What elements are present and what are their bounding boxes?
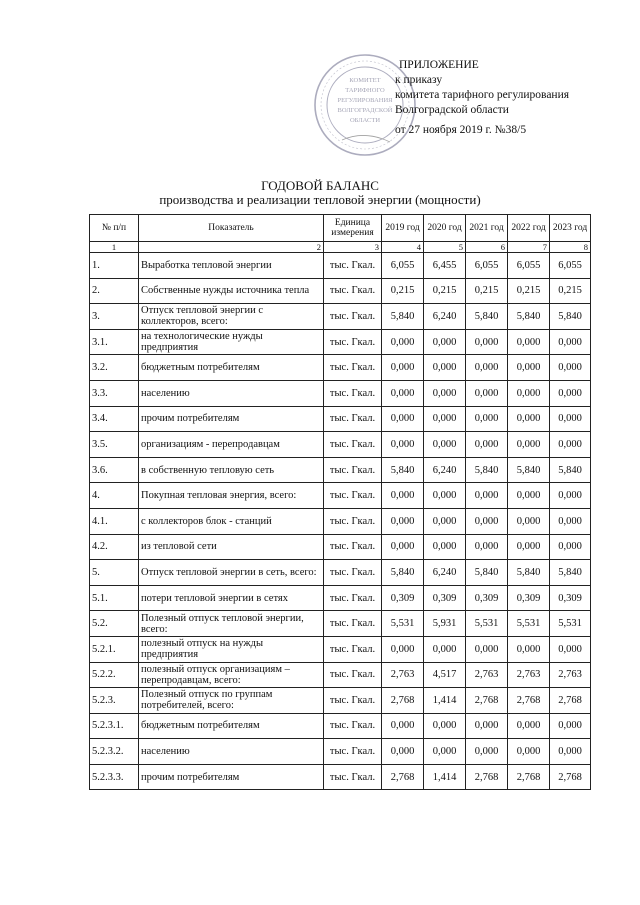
table-row xyxy=(90,406,591,432)
table-row xyxy=(90,508,591,534)
value-2021-cell: 0,309 xyxy=(466,585,508,611)
unit-cell: тыс. Гкал. xyxy=(324,457,382,483)
col-unit-header: Единица измерения xyxy=(324,215,382,242)
value-2022-cell: 5,840 xyxy=(508,560,550,586)
value-2022-cell: 0,000 xyxy=(508,534,550,560)
indicator-cell: потери тепловой энергии в сетях xyxy=(139,585,324,611)
value-2020-cell: 0,000 xyxy=(424,483,466,509)
svg-text:ВОЛГОГРАДСКОЙ: ВОЛГОГРАДСКОЙ xyxy=(337,107,393,114)
value-2023-cell: 0,000 xyxy=(550,406,591,432)
document-subtitle: производства и реализации тепловой энергии (мощности) xyxy=(159,192,481,207)
table-row xyxy=(90,278,591,304)
value-2021-cell: 0,000 xyxy=(466,406,508,432)
svg-text:ОБЛАСТИ: ОБЛАСТИ xyxy=(349,117,381,124)
table-row xyxy=(90,355,591,381)
col-2021-header: 2021 год xyxy=(466,215,508,242)
value-2021-cell: 5,840 xyxy=(466,457,508,483)
row-number-cell: 5.2.3.1. xyxy=(90,713,139,739)
value-2022-cell: 0,000 xyxy=(508,380,550,406)
column-number-cell: 7 xyxy=(508,242,550,253)
value-2023-cell: 0,000 xyxy=(550,739,591,765)
unit-cell: тыс. Гкал. xyxy=(324,713,382,739)
svg-text:РЕГУЛИРОВАНИЯ: РЕГУЛИРОВАНИЯ xyxy=(337,97,393,104)
col-indicator-header: Показатель xyxy=(139,215,324,242)
unit-cell: тыс. Гкал. xyxy=(324,764,382,790)
row-number-cell: 5.2.3.3. xyxy=(90,764,139,790)
row-number-cell: 5.1. xyxy=(90,585,139,611)
document-title: ГОДОВОЙ БАЛАНС xyxy=(261,178,379,193)
indicator-cell: прочим потребителям xyxy=(139,764,324,790)
unit-cell: тыс. Гкал. xyxy=(324,739,382,765)
value-2021-cell: 2,763 xyxy=(466,662,508,688)
value-2023-cell: 0,000 xyxy=(550,380,591,406)
value-2023-cell: 0,000 xyxy=(550,636,591,662)
row-number-cell: 2. xyxy=(90,278,139,304)
unit-cell: тыс. Гкал. xyxy=(324,253,382,279)
indicator-cell: полезный отпуск на нужды предприятия xyxy=(139,636,324,662)
value-2023-cell: 2,768 xyxy=(550,764,591,790)
unit-cell: тыс. Гкал. xyxy=(324,380,382,406)
col-number-header: № п/п xyxy=(90,215,139,242)
value-2022-cell: 2,768 xyxy=(508,688,550,714)
value-2020-cell: 1,414 xyxy=(424,688,466,714)
order-line: к приказу xyxy=(395,74,443,86)
unit-cell: тыс. Гкал. xyxy=(324,688,382,714)
value-2023-cell: 2,763 xyxy=(550,662,591,688)
value-2022-cell: 2,763 xyxy=(508,662,550,688)
value-2020-cell: 0,000 xyxy=(424,534,466,560)
unit-cell: тыс. Гкал. xyxy=(324,483,382,509)
table-row xyxy=(90,713,591,739)
table-row xyxy=(90,611,591,637)
value-2023-cell: 0,000 xyxy=(550,508,591,534)
row-number-cell: 3.2. xyxy=(90,355,139,381)
value-2023-cell: 6,055 xyxy=(550,253,591,279)
value-2022-cell: 0,215 xyxy=(508,278,550,304)
value-2023-cell: 0,000 xyxy=(550,534,591,560)
unit-cell: тыс. Гкал. xyxy=(324,662,382,688)
value-2020-cell: 0,000 xyxy=(424,329,466,355)
indicator-cell: организациям - перепродавцам xyxy=(139,432,324,458)
row-number-cell: 3. xyxy=(90,304,139,330)
value-2022-cell: 0,000 xyxy=(508,508,550,534)
value-2022-cell: 0,000 xyxy=(508,483,550,509)
row-number-cell: 3.6. xyxy=(90,457,139,483)
row-number-cell: 1. xyxy=(90,253,139,279)
value-2022-cell: 0,000 xyxy=(508,406,550,432)
value-2020-cell: 0,000 xyxy=(424,508,466,534)
value-2021-cell: 2,768 xyxy=(466,764,508,790)
value-2020-cell: 6,240 xyxy=(424,560,466,586)
col-2019-header: 2019 год xyxy=(382,215,424,242)
value-2021-cell: 0,215 xyxy=(466,278,508,304)
value-2021-cell: 0,000 xyxy=(466,534,508,560)
value-2022-cell: 0,000 xyxy=(508,355,550,381)
row-number-cell: 3.1. xyxy=(90,329,139,355)
table-row xyxy=(90,304,591,330)
table-row xyxy=(90,380,591,406)
value-2020-cell: 0,000 xyxy=(424,380,466,406)
value-2023-cell: 0,000 xyxy=(550,329,591,355)
value-2022-cell: 2,768 xyxy=(508,764,550,790)
indicator-cell: Отпуск тепловой энергии в сеть, всего: xyxy=(139,560,324,586)
row-number-cell: 3.4. xyxy=(90,406,139,432)
column-number-cell: 8 xyxy=(550,242,591,253)
value-2021-cell: 0,000 xyxy=(466,713,508,739)
unit-cell: тыс. Гкал. xyxy=(324,406,382,432)
appendix-label: ПРИЛОЖЕНИЕ xyxy=(399,59,479,71)
value-2021-cell: 0,000 xyxy=(466,508,508,534)
column-number-cell: 6 xyxy=(466,242,508,253)
value-2020-cell: 0,309 xyxy=(424,585,466,611)
value-2022-cell: 0,000 xyxy=(508,739,550,765)
value-2021-cell: 0,000 xyxy=(466,355,508,381)
value-2023-cell: 0,000 xyxy=(550,432,591,458)
region-line: Волгоградской области xyxy=(395,104,509,116)
table-row xyxy=(90,432,591,458)
column-number-cell: 1 xyxy=(90,242,139,253)
value-2020-cell: 0,000 xyxy=(424,406,466,432)
indicator-cell: бюджетным потребителям xyxy=(139,355,324,381)
value-2020-cell: 0,000 xyxy=(424,355,466,381)
indicator-cell: населению xyxy=(139,739,324,765)
value-2021-cell: 5,840 xyxy=(466,560,508,586)
value-2020-cell: 4,517 xyxy=(424,662,466,688)
indicator-cell: Собственные нужды источника тепла xyxy=(139,278,324,304)
unit-cell: тыс. Гкал. xyxy=(324,432,382,458)
value-2020-cell: 0,000 xyxy=(424,432,466,458)
row-number-cell: 3.3. xyxy=(90,380,139,406)
value-2019-cell: 0,000 xyxy=(382,508,424,534)
indicator-cell: прочим потребителям xyxy=(139,406,324,432)
table-row xyxy=(90,662,591,688)
col-2022-header: 2022 год xyxy=(508,215,550,242)
value-2021-cell: 0,000 xyxy=(466,739,508,765)
value-2020-cell: 5,931 xyxy=(424,611,466,637)
value-2023-cell: 0,215 xyxy=(550,278,591,304)
row-number-cell: 4.1. xyxy=(90,508,139,534)
indicator-cell: с коллекторов блок - станций xyxy=(139,508,324,534)
value-2023-cell: 5,840 xyxy=(550,560,591,586)
value-2019-cell: 6,055 xyxy=(382,253,424,279)
balance-table xyxy=(89,214,591,790)
value-2022-cell: 5,840 xyxy=(508,304,550,330)
value-2023-cell: 0,000 xyxy=(550,483,591,509)
table-header-row xyxy=(90,215,591,242)
value-2023-cell: 0,000 xyxy=(550,355,591,381)
value-2020-cell: 0,000 xyxy=(424,713,466,739)
value-2019-cell: 2,763 xyxy=(382,662,424,688)
row-number-cell: 3.5. xyxy=(90,432,139,458)
value-2022-cell: 6,055 xyxy=(508,253,550,279)
value-2020-cell: 6,240 xyxy=(424,304,466,330)
order-date-line: от 27 ноября 2019 г. №38/5 xyxy=(395,124,527,136)
value-2019-cell: 0,000 xyxy=(382,713,424,739)
unit-cell: тыс. Гкал. xyxy=(324,636,382,662)
unit-cell: тыс. Гкал. xyxy=(324,329,382,355)
table-row xyxy=(90,688,591,714)
value-2021-cell: 0,000 xyxy=(466,329,508,355)
col-2020-header: 2020 год xyxy=(424,215,466,242)
indicator-cell: Полезный отпуск тепловой энергии, всего: xyxy=(139,611,324,637)
value-2019-cell: 0,000 xyxy=(382,355,424,381)
value-2021-cell: 0,000 xyxy=(466,483,508,509)
column-number-row xyxy=(90,242,591,253)
value-2019-cell: 0,215 xyxy=(382,278,424,304)
unit-cell: тыс. Гкал. xyxy=(324,534,382,560)
value-2019-cell: 0,309 xyxy=(382,585,424,611)
value-2023-cell: 5,840 xyxy=(550,304,591,330)
indicator-cell: на технологические нужды предприятия xyxy=(139,329,324,355)
indicator-cell: Покупная тепловая энергия, всего: xyxy=(139,483,324,509)
value-2020-cell: 6,240 xyxy=(424,457,466,483)
value-2023-cell: 0,309 xyxy=(550,585,591,611)
value-2019-cell: 5,840 xyxy=(382,560,424,586)
value-2019-cell: 2,768 xyxy=(382,764,424,790)
svg-text:ТАРИФНОГО: ТАРИФНОГО xyxy=(345,87,385,94)
value-2019-cell: 0,000 xyxy=(382,739,424,765)
indicator-cell: Выработка тепловой энергии xyxy=(139,253,324,279)
value-2023-cell: 5,531 xyxy=(550,611,591,637)
value-2022-cell: 0,309 xyxy=(508,585,550,611)
table-row xyxy=(90,585,591,611)
value-2021-cell: 5,840 xyxy=(466,304,508,330)
value-2019-cell: 0,000 xyxy=(382,432,424,458)
unit-cell: тыс. Гкал. xyxy=(324,585,382,611)
value-2020-cell: 0,215 xyxy=(424,278,466,304)
value-2020-cell: 0,000 xyxy=(424,636,466,662)
row-number-cell: 5. xyxy=(90,560,139,586)
value-2019-cell: 0,000 xyxy=(382,329,424,355)
row-number-cell: 5.2. xyxy=(90,611,139,637)
value-2022-cell: 0,000 xyxy=(508,636,550,662)
indicator-cell: из тепловой сети xyxy=(139,534,324,560)
value-2022-cell: 0,000 xyxy=(508,713,550,739)
value-2021-cell: 5,531 xyxy=(466,611,508,637)
value-2021-cell: 0,000 xyxy=(466,432,508,458)
table-row xyxy=(90,534,591,560)
value-2021-cell: 2,768 xyxy=(466,688,508,714)
value-2019-cell: 0,000 xyxy=(382,380,424,406)
value-2019-cell: 2,768 xyxy=(382,688,424,714)
row-number-cell: 4. xyxy=(90,483,139,509)
value-2019-cell: 0,000 xyxy=(382,636,424,662)
row-number-cell: 5.2.2. xyxy=(90,662,139,688)
table-row xyxy=(90,457,591,483)
value-2020-cell: 0,000 xyxy=(424,739,466,765)
value-2019-cell: 5,840 xyxy=(382,304,424,330)
value-2022-cell: 0,000 xyxy=(508,329,550,355)
table-row xyxy=(90,636,591,662)
indicator-cell: бюджетным потребителям xyxy=(139,713,324,739)
committee-line: комитета тарифного регулирования xyxy=(395,89,570,101)
value-2023-cell: 0,000 xyxy=(550,713,591,739)
row-number-cell: 5.2.3. xyxy=(90,688,139,714)
table-row xyxy=(90,483,591,509)
indicator-cell: Отпуск тепловой энергии с коллекторов, всего: xyxy=(139,304,324,330)
value-2021-cell: 0,000 xyxy=(466,636,508,662)
svg-text:КОМИТЕТ: КОМИТЕТ xyxy=(349,77,381,84)
table-row xyxy=(90,764,591,790)
value-2019-cell: 0,000 xyxy=(382,406,424,432)
unit-cell: тыс. Гкал. xyxy=(324,560,382,586)
value-2022-cell: 5,840 xyxy=(508,457,550,483)
value-2023-cell: 2,768 xyxy=(550,688,591,714)
unit-cell: тыс. Гкал. xyxy=(324,508,382,534)
value-2022-cell: 0,000 xyxy=(508,432,550,458)
value-2020-cell: 6,455 xyxy=(424,253,466,279)
column-number-cell: 4 xyxy=(382,242,424,253)
indicator-cell: населению xyxy=(139,380,324,406)
column-number-cell: 2 xyxy=(139,242,324,253)
value-2022-cell: 5,531 xyxy=(508,611,550,637)
value-2021-cell: 6,055 xyxy=(466,253,508,279)
indicator-cell: полезный отпуск организациям – перепродавцам, всего: xyxy=(139,662,324,688)
table-row xyxy=(90,329,591,355)
unit-cell: тыс. Гкал. xyxy=(324,355,382,381)
col-2023-header: 2023 год xyxy=(550,215,591,242)
unit-cell: тыс. Гкал. xyxy=(324,278,382,304)
unit-cell: тыс. Гкал. xyxy=(324,611,382,637)
unit-cell: тыс. Гкал. xyxy=(324,304,382,330)
value-2019-cell: 5,840 xyxy=(382,457,424,483)
row-number-cell: 5.2.1. xyxy=(90,636,139,662)
value-2019-cell: 0,000 xyxy=(382,534,424,560)
row-number-cell: 4.2. xyxy=(90,534,139,560)
value-2023-cell: 5,840 xyxy=(550,457,591,483)
row-number-cell: 5.2.3.2. xyxy=(90,739,139,765)
table-row xyxy=(90,560,591,586)
value-2019-cell: 0,000 xyxy=(382,483,424,509)
column-number-cell: 3 xyxy=(324,242,382,253)
table-row xyxy=(90,739,591,765)
column-number-cell: 5 xyxy=(424,242,466,253)
indicator-cell: в собственную тепловую сеть xyxy=(139,457,324,483)
table-row xyxy=(90,253,591,279)
value-2020-cell: 1,414 xyxy=(424,764,466,790)
value-2019-cell: 5,531 xyxy=(382,611,424,637)
value-2021-cell: 0,000 xyxy=(466,380,508,406)
indicator-cell: Полезный отпуск по группам потребителей, всего: xyxy=(139,688,324,714)
